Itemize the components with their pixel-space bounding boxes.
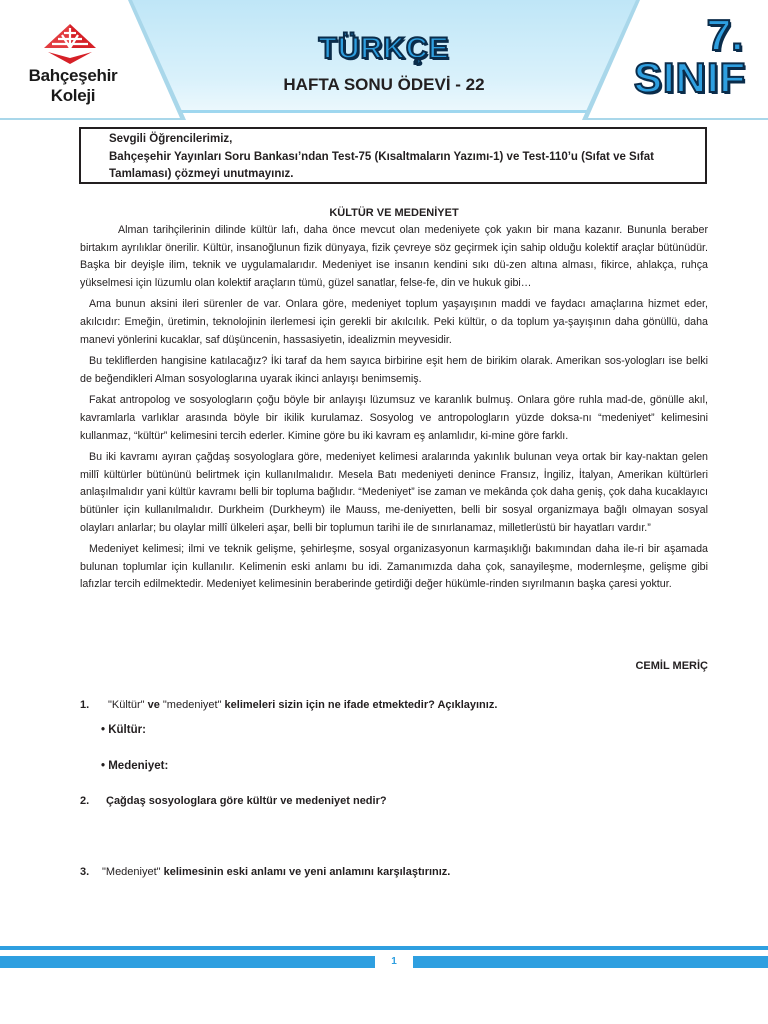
- question-prompt: kelimesinin eski anlamı ve yeni anlamını karşılaştırınız.: [160, 866, 451, 878]
- question-number: 2.: [80, 795, 90, 807]
- school-logo-text: [18, 66, 128, 106]
- question-number: 3.: [80, 866, 90, 878]
- article-author: CEMİL MERİÇ: [635, 660, 708, 672]
- question-text: Çağdaş sosyologlara göre kültür ve medeniyet nedir?: [106, 795, 387, 807]
- article-paragraph: Fakat antropolog ve sosyologların çoğu böyle bir anlayışı lüzumsuz ve karanlık bulmuş. Onlara göre ruhla mad-de, gönülle akıl, kavramlarla varlıklar arasında böyle bir ikilik kurulamaz. Sosyolog ve antropologların yüzde doksa-nı “medeniyet” kelimesini kullanmaz, “kültür” kelimesini tercih ederler. Kimine göre bu iki kavram eş anlamlıdır, ki-mine göre farklı.: [80, 394, 708, 442]
- question-prompt: kelimeleri sizin için ne ifade etmektedir? Açıklayınız.: [221, 699, 498, 711]
- answer-label-medeniyet: • Medeniyet:: [101, 760, 169, 772]
- page-number: 1: [375, 954, 413, 970]
- school-logo-icon: [42, 22, 98, 66]
- footer-line: [0, 946, 768, 950]
- article-title: KÜLTÜR VE MEDENİYET: [329, 207, 459, 219]
- question-term: "medeniyet": [162, 699, 222, 711]
- article-paragraph: Alman tarihçilerinin dilinde kültür lafı, daha önce mevcut olan medeniyete çok yakın bir mana kazanır. Bununla beraber birtakım ayrılıklar önerilir. Kültür, insanoğlunun fizik dünyaya, fizik çevreye söz geçirmek için sahip olduğu kolektif araçlar bütünüdür. Başka bir deyişle ilim, teknik ve uygulamalarıdır. Medeniyet ise insanın kendini sıkı dü-zen altına alması, fikirce, ahlakça, ruhça yükselmesi için lüzumlu olan kolektif araçların tümü, güzel sanatlar, felse-fe, din ve hukuk gibi…: [80, 224, 708, 289]
- notice-line-3: Tamlaması) çözmeyi unutmayınız.: [109, 168, 294, 180]
- question-number: 1.: [80, 699, 90, 711]
- question-text: [102, 864, 450, 880]
- article-paragraph: Bu tekliflerden hangisine katılacağız? İki taraf da hem sayıca birbirine eşit hem de birikim olarak. Amerikan sos-yologları ise belki de beğendikleri Alman sosyologlarına uyarak ikinci anlayışı benimsemiş.: [80, 355, 708, 385]
- article-paragraph: Medeniyet kelimesi; ilmi ve teknik gelişme, şehirleşme, sosyal organizasyonun karmaşıklığı bakımından daha ile-ri bir aşamada bulunan toplumlar için kullanılır. Kelimenin eski anlamı bu idi. Zamanımızda daha çok, sanayileşme, modernleşme, gelişme gibi lafızlar tercih edilmektedir. Medeniyet kelimesinin beraberinde getirdiği değer hükümle-rinden sıyrılmanın başka çaresi yoktur.: [80, 543, 708, 591]
- grade-label: SINIF: [633, 54, 747, 101]
- article-paragraph: Ama bunun aksini ileri sürenler de var. Onlara göre, medeniyet toplum yaşayışının maddi ve faydacı amaçlarına hizmet eder, akılcıdır: Emeğin, üretimin, teknolojinin ilerlemesi için gerekli bir akılcılık. Peki kültür, o da toplum ya-şayışının daha gönüllü, daha manevi yönlerini kucaklar, saf düşüncenin, hassasiyetin, idealizmin meyvesidir.: [80, 298, 708, 346]
- answer-label-kultur: • Kültür:: [101, 724, 146, 736]
- question-term: "Kültür": [108, 699, 145, 711]
- notice-greeting: Sevgili Öğrencilerimiz,: [109, 133, 233, 145]
- question-connector: ve: [144, 699, 163, 711]
- notice-box: [79, 127, 707, 184]
- article-body: [80, 222, 708, 598]
- notice-line-2: Bahçeşehir Yayınları Soru Bankası’ndan Test-75 (Kısaltmaların Yazımı-1) ve Test-110’u (Sıfat ve Sıfat: [109, 150, 654, 163]
- logo-line-1: Bahçeşehir: [28, 66, 118, 85]
- grade-number: 7.: [706, 11, 744, 60]
- question-term: "Medeniyet": [102, 866, 161, 878]
- question-text: [108, 697, 497, 713]
- subject-title: TÜRKÇE: [318, 32, 450, 65]
- logo-line-2: Koleji: [50, 86, 96, 105]
- article-paragraph: Bu iki kavramı ayıran çağdaş sosyologlara göre, medeniyet kelimesi aralarında yakınlık bulunan veya ortak bir kay-naktan gelen millî kültürler bütününü belirtmek için kullanılmalıdır. Mesela Batı medeniyeti denince Fransız, İngiliz, İtalyan, Amerikan kültürleri anlaşılmalıdır yani kültür kavramı belli bir topluma bağlıdır. “Medeniyet” ise zaman ve mekânda çok daha geniş, çok daha kucaklayıcı bütünler için kullanılmalıdır. Durkheim (Durkheym) ile Mauss, me-deniyetten, belli bir sosyal organizmaya bağlı olmayan sosyal olayları anlarlar; bu olaylar millî ülkeleri aşar, belli bir toplumun tarihi ile de sınırlanamaz, milletlerüstü bir hayatları vardır.”: [80, 451, 708, 534]
- homework-title: HAFTA SONU ÖDEVİ - 22: [283, 75, 485, 94]
